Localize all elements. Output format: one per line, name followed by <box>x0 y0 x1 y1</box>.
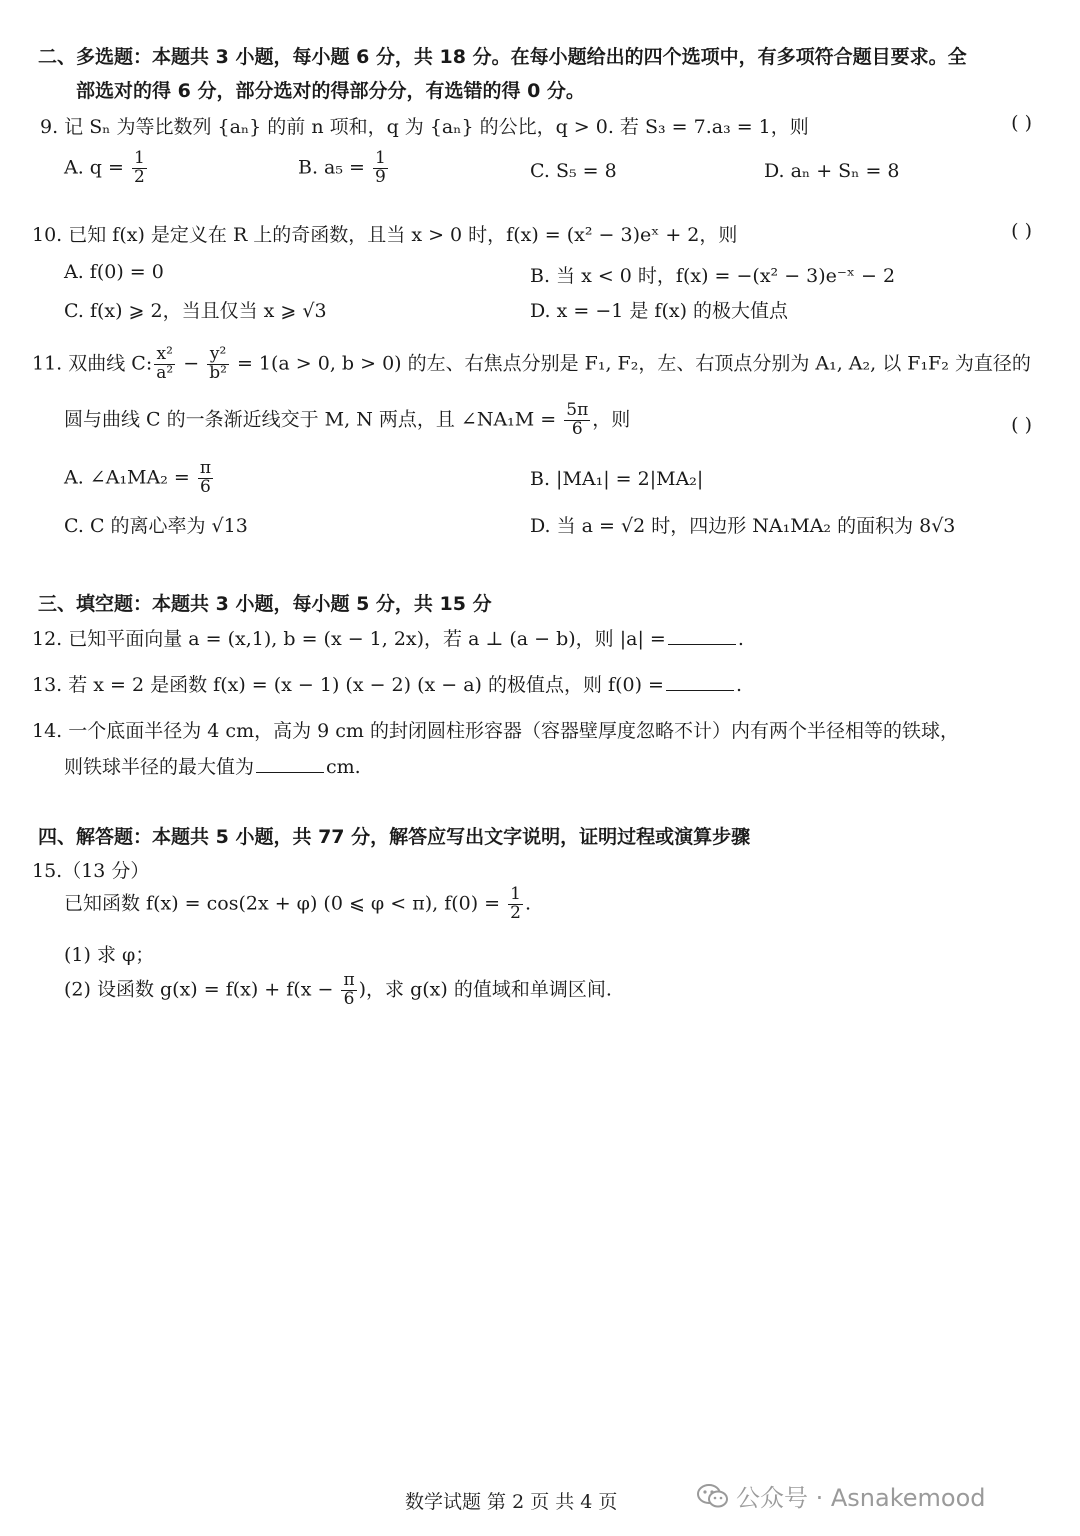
q11-line2-fraction <box>564 402 590 439</box>
q14-line2 <box>64 752 361 779</box>
wechat-icon <box>696 1482 730 1516</box>
q9-stem: 9. 记 Sₙ 为等比数列 {aₙ} 的前 n 项和，q 为 {aₙ} 的公比，q > 0. 若 S₃ = 7.a₃ = 1，则 <box>40 116 809 138</box>
section-2-heading-line2: 部选对的得 6 分，部分选对的得部分分，有选错的得 0 分。 <box>76 80 585 102</box>
q11-line2-prefix: 圆与曲线 C 的一条渐近线交于 M, N 两点，且 ∠NA₁M = <box>64 408 557 431</box>
q14-line2-suffix: cm. <box>326 756 361 778</box>
q15-given-end: . <box>524 892 532 915</box>
q15-part2-prefix: (2) 设函数 g(x) = f(x) + f(x − <box>64 978 334 1001</box>
q11-frac-x-num: x² <box>154 346 175 365</box>
q12 <box>32 624 744 651</box>
q9-option-a-prefix: A. q = <box>64 156 124 179</box>
q15-given-den: 2 <box>510 902 521 923</box>
q15-part1: (1) 求 φ； <box>64 944 155 966</box>
q11-frac-x <box>154 346 175 383</box>
q10-option-c: C. f(x) ⩾ 2，当且仅当 x ⩾ √3 <box>64 300 327 322</box>
q14-line1: 14. 一个底面半径为 4 cm，高为 9 cm 的封闭圆柱形容器（容器壁厚度忽略不计）内有两个半径相等的铁球， <box>32 720 959 742</box>
q12-text: 12. 已知平面向量 a = (x,1), b = (x − 1, 2x)，若 a ⊥ (a − b)，则 |a| = <box>32 628 666 650</box>
q9-option-d: D. aₙ + Sₙ = 8 <box>764 160 900 182</box>
watermark-text: 公众号 · Asnakemood <box>736 1484 986 1512</box>
q11-option-a-fraction <box>198 460 213 497</box>
q9-option-c: C. S₅ = 8 <box>530 160 617 182</box>
q11-stem <box>32 346 1031 383</box>
q13-text: 13. 若 x = 2 是函数 f(x) = (x − 1) (x − 2) (x − a) 的极值点，则 f(0) = <box>32 674 664 696</box>
q11-option-c: C. C 的离心率为 √13 <box>64 515 248 537</box>
q11-answer-paren: ( ) <box>1011 414 1032 436</box>
q10-option-a: A. f(0) = 0 <box>64 261 164 283</box>
q10-answer-paren: ( ) <box>1011 220 1032 242</box>
q13-end: . <box>735 674 742 696</box>
q9-answer-paren: ( ) <box>1011 112 1032 134</box>
q9-option-b-fraction <box>373 150 388 187</box>
q11-frac-y-den: b² <box>209 362 227 383</box>
page-footer: 数学试题 第 2 页 共 4 页 <box>405 1491 618 1513</box>
q11-frac-y <box>207 346 229 383</box>
q15-part2-den: 6 <box>343 988 355 1009</box>
q11-line2 <box>64 402 630 439</box>
q9-option-b-num: 1 <box>375 148 386 168</box>
section-2-heading-line1: 二、多选题：本题共 3 小题，每小题 6 分，共 18 分。在每小题给出的四个选项中，有多项符合题目要求。全 <box>38 46 967 68</box>
q9-option-a <box>64 150 149 187</box>
q9-option-b-den: 9 <box>375 166 386 187</box>
q15-title: 15.（13 分） <box>32 860 150 882</box>
q11-option-d: D. 当 a = √2 时，四边形 NA₁MA₂ 的面积为 8√3 <box>530 515 956 537</box>
q9-option-a-den: 2 <box>133 166 145 187</box>
q15-given-prefix: 已知函数 f(x) = cos(2x + φ) (0 ⩽ φ < π), f(0) = <box>64 892 501 915</box>
q13-answer-blank[interactable] <box>666 671 734 691</box>
q15-part2-num: π <box>343 970 355 990</box>
section-3-heading: 三、填空题：本题共 3 小题，每小题 5 分，共 15 分 <box>38 593 492 615</box>
q11-line2-den: 6 <box>571 418 583 439</box>
q11-frac-y-num: y² <box>207 346 229 365</box>
q15-part2-suffix: )，求 g(x) 的值域和单调区间. <box>358 978 612 1001</box>
section-4-heading: 四、解答题：本题共 5 小题，共 77 分，解答应写出文字说明，证明过程或演算步骤 <box>38 826 751 848</box>
q11-option-b: B. |MA₁| = 2|MA₂| <box>530 468 704 490</box>
q14-answer-blank[interactable] <box>256 753 324 773</box>
q15-given-num: 1 <box>510 884 521 904</box>
q9-option-b <box>298 150 390 187</box>
q12-answer-blank[interactable] <box>668 625 736 645</box>
q13 <box>32 670 742 697</box>
q11-line2-num: 5π <box>566 400 589 420</box>
q11-minus: − <box>183 352 200 375</box>
q11-option-a <box>64 460 215 497</box>
q10-stem: 10. 已知 f(x) 是定义在 R 上的奇函数，且当 x > 0 时，f(x) = (x² − 3)eˣ + 2，则 <box>32 224 738 246</box>
q15-given <box>64 886 531 923</box>
q10-option-b: B. 当 x < 0 时，f(x) = −(x² − 3)e⁻ˣ − 2 <box>530 265 896 287</box>
q11-line2-suffix: ，则 <box>592 408 631 431</box>
q11-option-a-num: π <box>199 458 212 478</box>
q11-option-a-prefix: A. ∠A₁MA₂ = <box>64 466 190 489</box>
q11-stem-prefix: 11. 双曲线 C: <box>32 352 153 375</box>
q15-part2-fraction <box>341 972 356 1009</box>
q12-end: . <box>737 628 744 650</box>
q14-line2-prefix: 则铁球半径的最大值为 <box>64 756 255 778</box>
q15-given-fraction <box>508 886 523 923</box>
q10-option-d: D. x = −1 是 f(x) 的极大值点 <box>530 300 789 322</box>
q11-stem-suffix: = 1(a > 0, b > 0) 的左、右焦点分别是 F₁, F₂，左、右顶点分别为 A₁, A₂, 以 F₁F₂ 为直径的 <box>236 352 1031 375</box>
watermark <box>696 1478 986 1516</box>
q11-frac-x-den: a² <box>156 362 174 383</box>
q9-option-a-num: 1 <box>133 148 145 168</box>
q11-option-a-den: 6 <box>200 476 211 497</box>
q9-option-b-prefix: B. a₅ = <box>298 156 365 179</box>
q15-part2 <box>64 972 612 1009</box>
q9-option-a-fraction <box>132 150 147 187</box>
